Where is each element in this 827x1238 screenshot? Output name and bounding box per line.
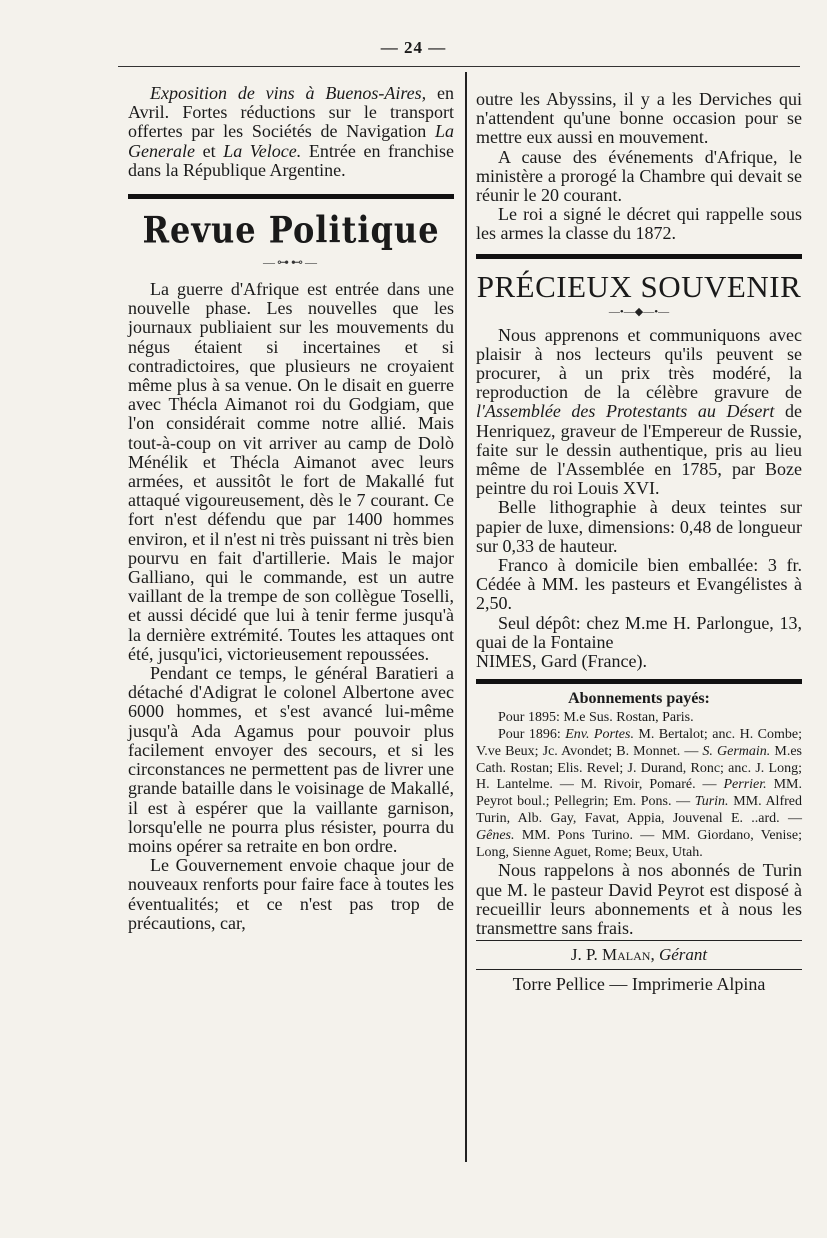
page-number: — 24 — bbox=[380, 38, 447, 57]
continuation-paragraph: outre les Abyssins, il y a les Derviches qui n'attendent qu'une bonne occasion pour se mettre eux aussi en mouvement. bbox=[476, 89, 802, 148]
exposition-and: et bbox=[194, 140, 224, 161]
imprimerie-line: Torre Pellice — Imprimerie Alpina bbox=[512, 974, 766, 995]
exposition-title: Exposition de vins à Buenos-Aires, bbox=[150, 83, 427, 103]
chambre-paragraph: A cause des événements d'Afrique, le ministère a prorogé la Chambre qui devait se réunir le 20 courant. bbox=[476, 146, 802, 206]
decret-paragraph: Le roi a signé le décret qui rappelle sous les armes la classe du 1872. bbox=[476, 204, 802, 244]
heading-ornament: —⊶⊷— bbox=[263, 255, 319, 270]
souvenir-paragraph-3: Franco à domicile bien emballée: 3 fr. Cédée à MM. les pasteurs et Evangélistes à 2,50. bbox=[476, 555, 802, 614]
section-rule bbox=[476, 940, 802, 941]
abo-text: Pour 1896: bbox=[498, 727, 566, 743]
souvenir-text-a: Nous apprenons et communiquons avec plaisir à nos lecteurs qu'ils peuvent se procurer, à un prix très modéré, la reproduction de la célèbre gravure de bbox=[476, 324, 802, 403]
exposition-end: Entrée en franchise dans la République Argentine. bbox=[128, 140, 455, 180]
abonnements-list bbox=[476, 710, 802, 861]
exposition-notice bbox=[128, 84, 454, 180]
abonnements-1896 bbox=[476, 727, 802, 861]
abo-place: Turin. bbox=[694, 794, 729, 810]
politique-paragraph-3: Le Gouvernement envoie chaque jour de nouveaux renforts pour faire face à toutes les éventualités; et ce n'est pas trop de précautions, car, bbox=[128, 855, 454, 933]
section-rule bbox=[476, 969, 802, 970]
right-column bbox=[476, 90, 802, 995]
abonnements-1895: Pour 1895: M.e Sus. Rostan, Paris. bbox=[498, 710, 694, 726]
souvenir-paragraph-1 bbox=[476, 326, 802, 499]
politique-paragraph-2: Pendant ce temps, le général Baratieri a détaché d'Adigrat le colonel Albertone avec 6000 hommes, et s'est avancé lui-même jusqu'à Ada Agamus pour pouvoir plus facilement envoyer des secours, et si les circonstances ne permettent pas de livrer une grande bataille dans le voisinage de Makallé, il est à espérer que la vaillante garnison, lorsqu'elle ne pourra plus résister, pourra du moins opérer sa retraite en bon ordre. bbox=[128, 663, 454, 856]
column-divider bbox=[465, 72, 467, 1162]
section-rule bbox=[476, 254, 802, 259]
gerant-name: J. P. Malan, bbox=[570, 945, 655, 965]
gerant-line bbox=[476, 945, 802, 965]
gerant-title: Gérant bbox=[658, 945, 708, 965]
abo-place: S. Germain. bbox=[702, 743, 771, 759]
souvenir-text-b: de Henriquez, graveur de l'Empereur de Russie, faite sur le dessin authentique, pris au lieu même de l'Assemblée en 1785, par Boze peintre du roi Louis XVI. bbox=[476, 401, 802, 499]
left-column bbox=[128, 84, 454, 933]
abo-place: Perrier. bbox=[723, 777, 767, 793]
abo-text: MM. Peyrot boul.; Pellegrin; Em. Pons. — bbox=[476, 777, 802, 810]
header-rule bbox=[118, 66, 800, 67]
souvenir-address: NIMES, Gard (France). bbox=[476, 651, 647, 672]
abo-text: MM. Alfred Turin, Alb. Gay, Favat, Appia, Jouvenal E. ..ard. — bbox=[476, 794, 802, 827]
exposition-text: en Avril. Fortes réductions sur le transport offertes par les Sociétés de Navigation bbox=[128, 83, 454, 142]
abo-place: Env. Portes. bbox=[565, 727, 634, 743]
abo-place: Gênes. bbox=[476, 827, 515, 843]
abo-text: M. Bertalot; anc. H. Combe; V.ve Beux; Jc. Avondet; B. Monnet. — bbox=[476, 727, 802, 759]
section-rule bbox=[476, 679, 802, 684]
company-veloce: La Veloce. bbox=[223, 140, 302, 161]
precieux-souvenir-heading: PRÉCIEUX SOUVENIR bbox=[476, 268, 802, 304]
abo-text: M.es Cath. Rostan; Elis. Revel; J. Durand, Ronc; anc. J. Long; H. Lantelme. — M. Rivoir, Pomaré. — bbox=[476, 743, 802, 793]
company-generale: La Generale bbox=[128, 121, 454, 161]
souvenir-paragraph-4: Seul dépôt: chez M.me H. Parlongue, 13, quai de la Fontaine bbox=[476, 612, 802, 652]
abo-text: MM. Pons Turino. — MM. Giordano, Venise; Long, Sienne Aguet, Rome; Beux, Utah. bbox=[476, 827, 802, 860]
section-rule bbox=[128, 194, 454, 199]
politique-paragraph-1: La guerre d'Afrique est entrée dans une nouvelle phase. Les nouvelles que les journaux publiaient sur les mouvements du négus étaient si incertaines et si contradictoires, que plusieurs ne croyaient même plus à sa venue. On le disait en guerre avec Thécla Aimanot roi du Godgiam, que l'on considérait comme notre allié. Mais tout-à-coup on vit arriver au camp de Dolò Ménélik et Thécla Aimanot avec leurs armées, et aussitôt le fort de Makallé fut attaqué vigoureusement, dès le 7 courant. Ce fort n'est défendu que par 1400 hommes environ, et il n'est ni très puissant ni très bien pourvu en fait d'artillerie. Mais le major Galliano, qui le commande, est un autre vaillant de la trempe de son collègue Toselli, et aussi décidé que lui à tenir ferme jusqu'à la dernière extrémité. Toutes les attaques ont été, jusqu'ici, victorieusement repoussées. bbox=[128, 279, 454, 664]
turin-note: Nous rappelons à nos abonnés de Turin que M. le pasteur David Peyrot est disposé à recueillir leurs abonnements et à nous les transmettre sans frais. bbox=[476, 860, 802, 939]
souvenir-paragraph-2: Belle lithographie à deux teintes sur papier de luxe, dimensions: 0,48 de longueur sur 0,33 de hauteur. bbox=[476, 497, 802, 556]
heading-ornament: —•—◆—•— bbox=[608, 305, 670, 318]
revue-politique-heading: Revue Politique bbox=[142, 208, 440, 252]
gravure-title: l'Assemblée des Protestants au Désert bbox=[476, 401, 775, 422]
abonnements-heading: Abonnements payés: bbox=[568, 690, 710, 708]
